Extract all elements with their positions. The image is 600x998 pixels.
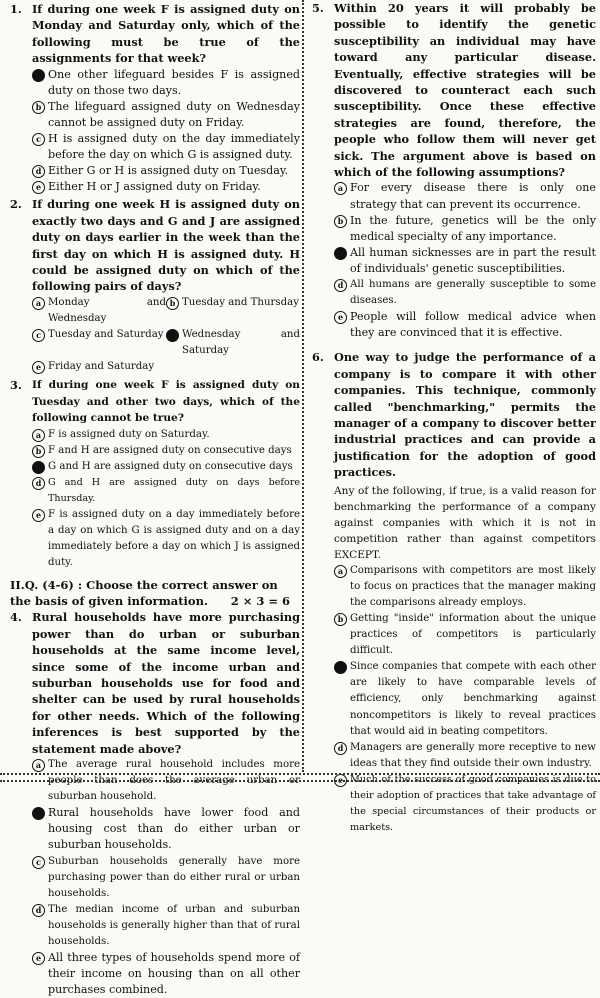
option-text: Either H or J assigned duty on Friday.	[48, 180, 261, 194]
options-list	[32, 757, 300, 998]
option-text: Getting "inside" information about the unique practices of competitors is particularly difficult.	[350, 612, 596, 657]
option[interactable]	[32, 295, 166, 327]
option-text: Friday and Saturday	[48, 361, 155, 373]
filled-bubble-icon: d	[166, 329, 179, 342]
option-text: The median income of urban and suburban households is generally higher than that of rural households.	[48, 903, 300, 948]
filled-bubble-icon: c	[334, 247, 347, 260]
option-text: In the future, genetics will be the only medical specialty of any importance.	[350, 213, 596, 243]
bubble-icon: a	[334, 182, 347, 195]
option-text: G and H are assigned duty on days before Thursday.	[48, 476, 300, 504]
option-text: Tuesday and Thursday	[182, 296, 299, 308]
filled-bubble-icon: c	[32, 461, 45, 474]
option-text: All humans are generally susceptible to some diseases.	[350, 279, 596, 307]
option[interactable]	[32, 475, 300, 507]
option-text: Comparisons with competitors are most likely to focus on practices that the manager making the comparisons already employs.	[350, 564, 596, 608]
option-text: All human sicknesses are in part the result of individuals' genetic susceptibilities.	[350, 245, 596, 275]
option-text: Tuesday and Saturday	[48, 329, 164, 340]
option[interactable]	[32, 854, 300, 902]
option-text: F and H are assigned duty on consecutive days	[48, 444, 292, 456]
option-text: One other lifeguard besides F is assigned duty on those two days.	[48, 67, 300, 97]
option[interactable]	[32, 163, 300, 179]
bubble-icon: e	[32, 952, 45, 965]
question-6	[308, 349, 596, 836]
section-heading	[6, 577, 300, 609]
option[interactable]	[32, 427, 300, 443]
section-heading-text: II.Q. (4-6) : Choose the correct answer on the basis of given information.	[10, 578, 278, 609]
options-list	[334, 180, 596, 341]
options-list	[32, 67, 300, 196]
column-divider	[302, 0, 304, 772]
option-text: Since companies that compete with each other are likely to have comparable levels of efficiency, only benchmarking against noncompetitors is likely to reveal practices that would aid in beating competitors.	[350, 661, 596, 737]
option[interactable]	[32, 950, 300, 998]
option[interactable]	[32, 99, 300, 131]
option-text: Monday and Wednesday	[48, 296, 166, 324]
option[interactable]	[32, 359, 166, 375]
option[interactable]	[32, 327, 166, 359]
option-text: All three types of households spend more of their income on housing than on all other purchases combined.	[48, 951, 300, 997]
bubble-icon: e	[334, 311, 347, 324]
bubble-icon: c	[32, 329, 45, 342]
filled-bubble-icon: a	[32, 69, 45, 82]
option[interactable]	[32, 443, 300, 459]
bubble-icon: d	[32, 477, 45, 490]
option[interactable]	[334, 611, 596, 659]
bubble-icon: e	[334, 774, 347, 787]
option-text: Much of the success of good companies is due to their adoption of practices that take advantage of the special circumstances of their products or markets.	[350, 773, 596, 834]
question-5	[308, 0, 596, 341]
bubble-icon: c	[32, 856, 45, 869]
option[interactable]	[32, 507, 300, 571]
option-text: Managers are generally more receptive to new ideas that they find outside their own industry.	[350, 741, 596, 769]
filled-bubble-icon: b	[32, 807, 45, 820]
option[interactable]	[32, 179, 300, 195]
question-number: 2.	[10, 197, 22, 212]
bubble-icon: b	[166, 297, 179, 310]
options-list	[32, 427, 300, 572]
options-list	[334, 563, 596, 837]
question-number: 4.	[10, 610, 22, 625]
option[interactable]	[334, 213, 596, 245]
option-text: Wednesday and Saturday	[182, 329, 300, 357]
option[interactable]	[334, 309, 596, 341]
bubble-icon: a	[32, 429, 45, 442]
option[interactable]	[32, 805, 300, 853]
bubble-icon: e	[32, 509, 45, 522]
question-text: If during one week H is assigned duty on exactly two days and G and J are assigned duty on days earlier in the week than the first day on which H is assigned duty. H could be assigned duty on which of the following pairs of days?	[32, 197, 300, 294]
right-column	[308, 0, 596, 836]
option[interactable]	[334, 659, 596, 739]
option[interactable]	[166, 327, 300, 359]
option-text: Either G or H is assigned duty on Tuesday.	[48, 164, 289, 178]
bubble-icon: b	[334, 215, 347, 228]
bubble-icon: b	[32, 101, 45, 114]
bottom-border	[0, 773, 600, 775]
question-number: 1.	[10, 2, 22, 16]
bubble-icon: b	[32, 445, 45, 458]
option[interactable]	[32, 459, 300, 475]
bubble-icon: d	[334, 279, 347, 292]
option-text: People will follow medical advice when they are convinced that it is effective.	[350, 310, 596, 340]
question-3	[6, 377, 300, 571]
option-text: F is assigned duty on Saturday.	[48, 428, 210, 440]
bubble-icon: d	[32, 904, 45, 917]
bottom-border-inner	[0, 780, 600, 782]
question-text: If during one week F is assigned duty on Monday and Saturday only, which of the following must be true of the assignments for that week?	[32, 2, 300, 66]
bubble-icon: d	[32, 165, 45, 178]
option-text: Rural households have lower food and housing cost than do either urban or suburban households.	[48, 806, 300, 852]
option[interactable]	[32, 131, 300, 163]
question-number: 6.	[312, 350, 324, 365]
filled-bubble-icon: c	[334, 661, 347, 674]
bubble-icon: e	[32, 361, 45, 374]
options-list	[32, 295, 300, 375]
bubble-icon: a	[334, 565, 347, 578]
option-text: F is assigned duty on a day immediately before a day on which G is assigned duty and on a day immediately before a day on which J is assigned duty.	[48, 508, 300, 569]
question-1	[6, 1, 300, 195]
question-text: If during one week F is assigned duty on Tuesday and other two days, which of the following cannot be true?	[32, 379, 300, 425]
option-text: The lifeguard assigned duty on Wednesday cannot be assigned duty on Friday.	[48, 99, 300, 129]
question-text: One way to judge the performance of a company is to compare it with other companies. This technique, commonly called "benchmarking," permits the manager of a company to discover better industrial practices and can provide a justification for the adoption of good practices.	[334, 350, 596, 480]
question-text: Rural households have more purchasing power than do urban or suburban households at the same income level, since some of the income urban and suburban households use for food and shelter can be used by rural households for other needs. Which of the following inferences is best supported by the statement made above?	[32, 610, 300, 756]
option-text: Suburban households generally have more purchasing power than do either rural or urban households.	[48, 855, 300, 899]
option[interactable]	[334, 563, 596, 611]
bubble-icon: a	[32, 297, 45, 310]
question-subtext: Any of the following, if true, is a valid reason for benchmarking the performance of a company against companies with which it is not in competition rather than against competitors EXCEPT.	[334, 484, 596, 561]
option-text: G and H are assigned duty on consecutive days	[48, 460, 293, 472]
bubble-icon: c	[32, 133, 45, 146]
bubble-icon: e	[32, 181, 45, 194]
option[interactable]	[334, 245, 596, 277]
bubble-icon: a	[32, 759, 45, 772]
bubble-icon: b	[334, 613, 347, 626]
option[interactable]	[166, 295, 300, 327]
option[interactable]	[334, 277, 596, 309]
left-column	[6, 0, 300, 998]
question-2	[6, 196, 300, 375]
bubble-icon: d	[334, 742, 347, 755]
question-text: Within 20 years it will probably be possible to identify the genetic susceptibility an individual may have toward any particular disease. Eventually, effective strategies will be discovered to counteract each such susceptibility. Once these effective strategies are found, therefore, the people who follow them will never get sick. The argument above is based on which of the following assumptions?	[334, 1, 596, 180]
option[interactable]	[32, 902, 300, 950]
option[interactable]	[334, 740, 596, 772]
question-4	[6, 609, 300, 998]
section-marks: 2 × 3 = 6	[230, 594, 290, 609]
option[interactable]	[334, 180, 596, 212]
question-number: 3.	[10, 378, 22, 393]
option-text: For every disease there is only one strategy that can prevent its occurrence.	[350, 181, 596, 211]
option-text: The average rural household includes more people than does the average urban or suburban household.	[48, 759, 300, 803]
option-text: H is assigned duty on the day immediately before the day on which G is assigned duty.	[48, 132, 300, 162]
option[interactable]	[32, 67, 300, 99]
question-number: 5.	[312, 1, 324, 15]
